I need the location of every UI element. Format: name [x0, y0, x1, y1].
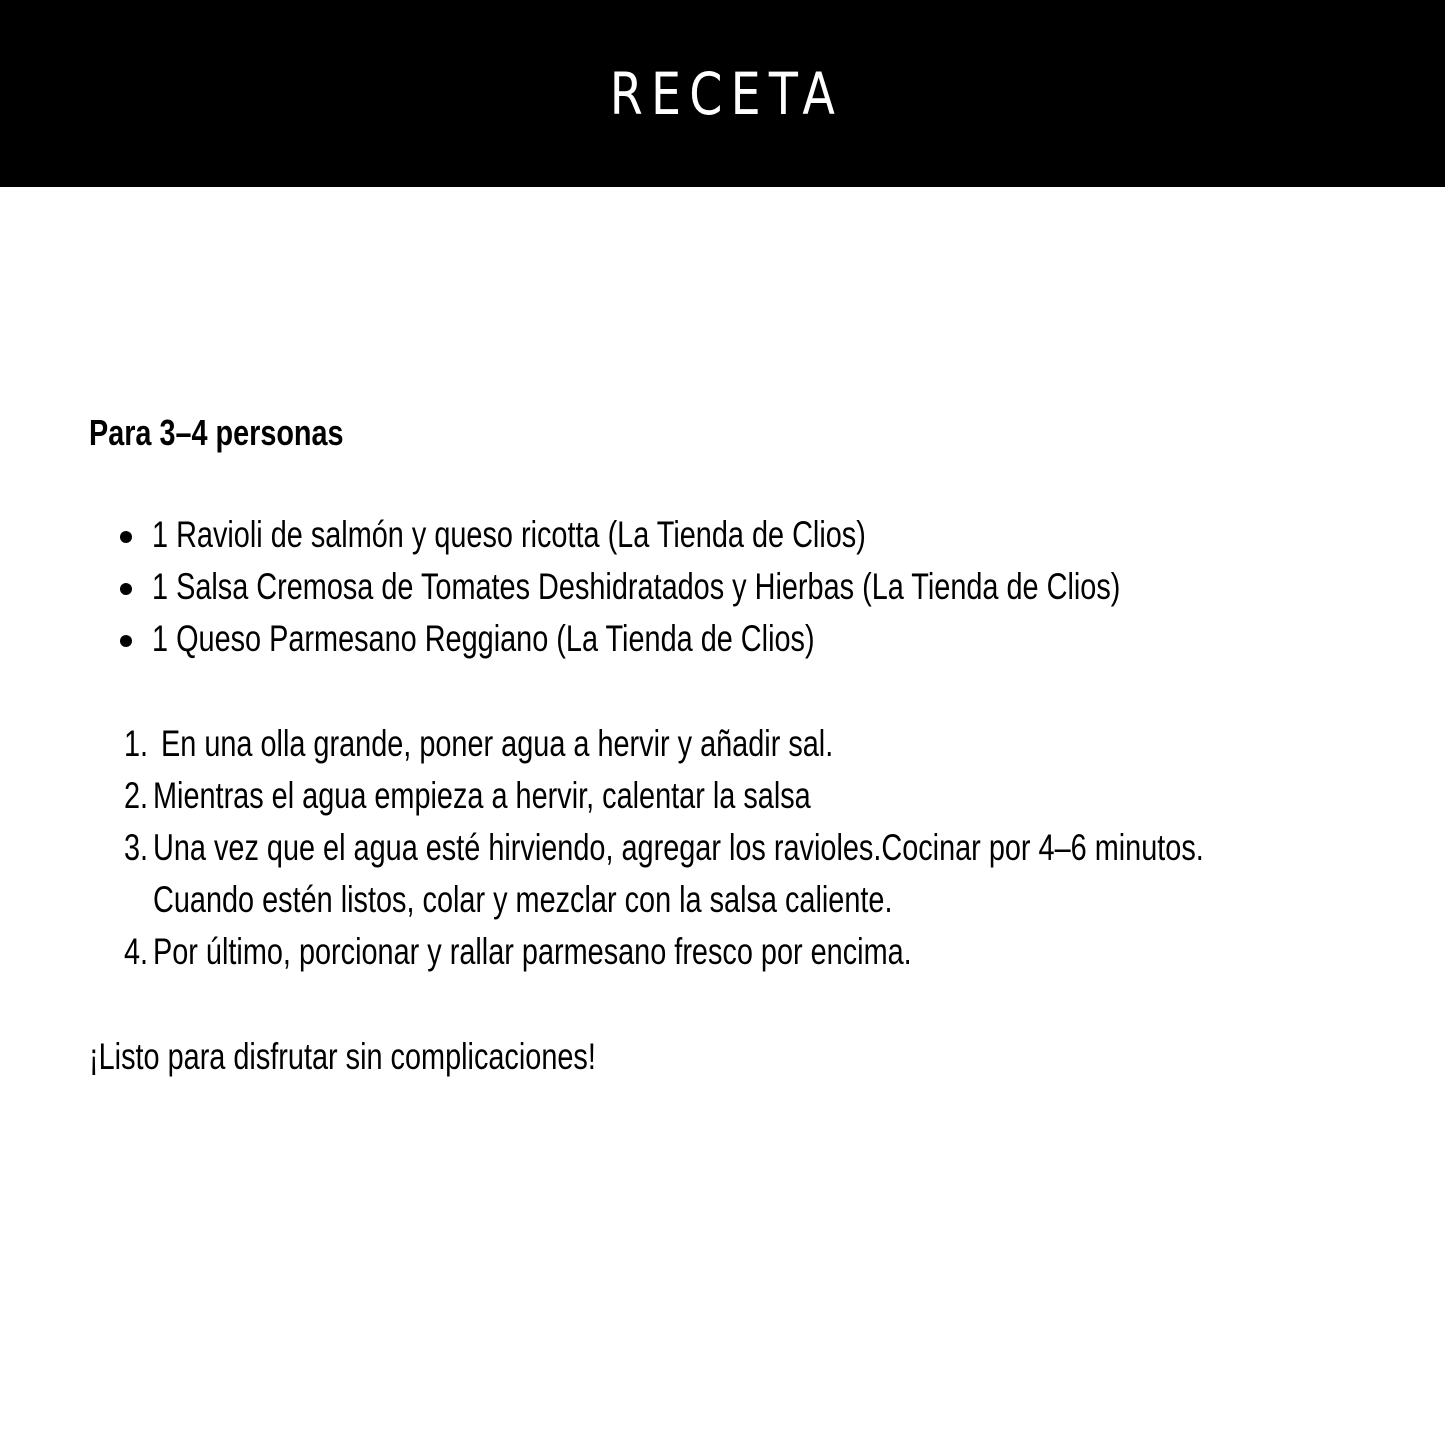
header-banner [0, 0, 1445, 187]
servings-heading: Para 3–4 personas [89, 412, 344, 453]
step-line [89, 822, 1389, 874]
step-item [89, 718, 1389, 770]
step-line [89, 874, 1389, 926]
ingredients-list [89, 509, 1389, 665]
step-line [89, 718, 1389, 770]
bullet-icon [120, 635, 132, 647]
step-number: 3. [124, 827, 149, 868]
step-line [89, 926, 1389, 978]
ingredient-item [89, 613, 1389, 665]
ingredient-item [89, 561, 1389, 613]
step-item [89, 770, 1389, 822]
step-text: Por último, porcionar y rallar parmesano fresco por encima. [153, 931, 912, 972]
bullet-icon [120, 583, 132, 595]
step-text: En una olla grande, poner agua a hervir y añadir sal. [161, 723, 834, 764]
ingredient-text: 1 Ravioli de salmón y queso ricotta (La Tienda de Clios) [152, 514, 866, 555]
closing-line [89, 1031, 1389, 1083]
steps-list [89, 718, 1389, 978]
step-item [89, 926, 1389, 978]
page-title: RECETA [609, 59, 844, 128]
step-text: Una vez que el agua esté hirviendo, agregar los ravioles.Cocinar por 4–6 minutos. [153, 827, 1204, 868]
closing-text: ¡Listo para disfrutar sin complicaciones! [89, 1036, 596, 1077]
step-item [89, 822, 1389, 926]
step-number: 4. [124, 931, 149, 972]
ingredient-text: 1 Salsa Cremosa de Tomates Deshidratados y Hierbas (La Tienda de Clios) [152, 566, 1121, 607]
ingredient-item [89, 509, 1389, 561]
bullet-icon [120, 531, 132, 543]
step-line [89, 770, 1389, 822]
step-text: Cuando estén listos, colar y mezclar con la salsa caliente. [153, 879, 893, 920]
step-number: 2. [124, 775, 149, 816]
step-text: Mientras el agua empieza a hervir, calentar la salsa [153, 775, 811, 816]
ingredient-text: 1 Queso Parmesano Reggiano (La Tienda de Clios) [152, 618, 815, 659]
recipe-content [89, 405, 1389, 1083]
step-number: 1. [124, 723, 149, 764]
